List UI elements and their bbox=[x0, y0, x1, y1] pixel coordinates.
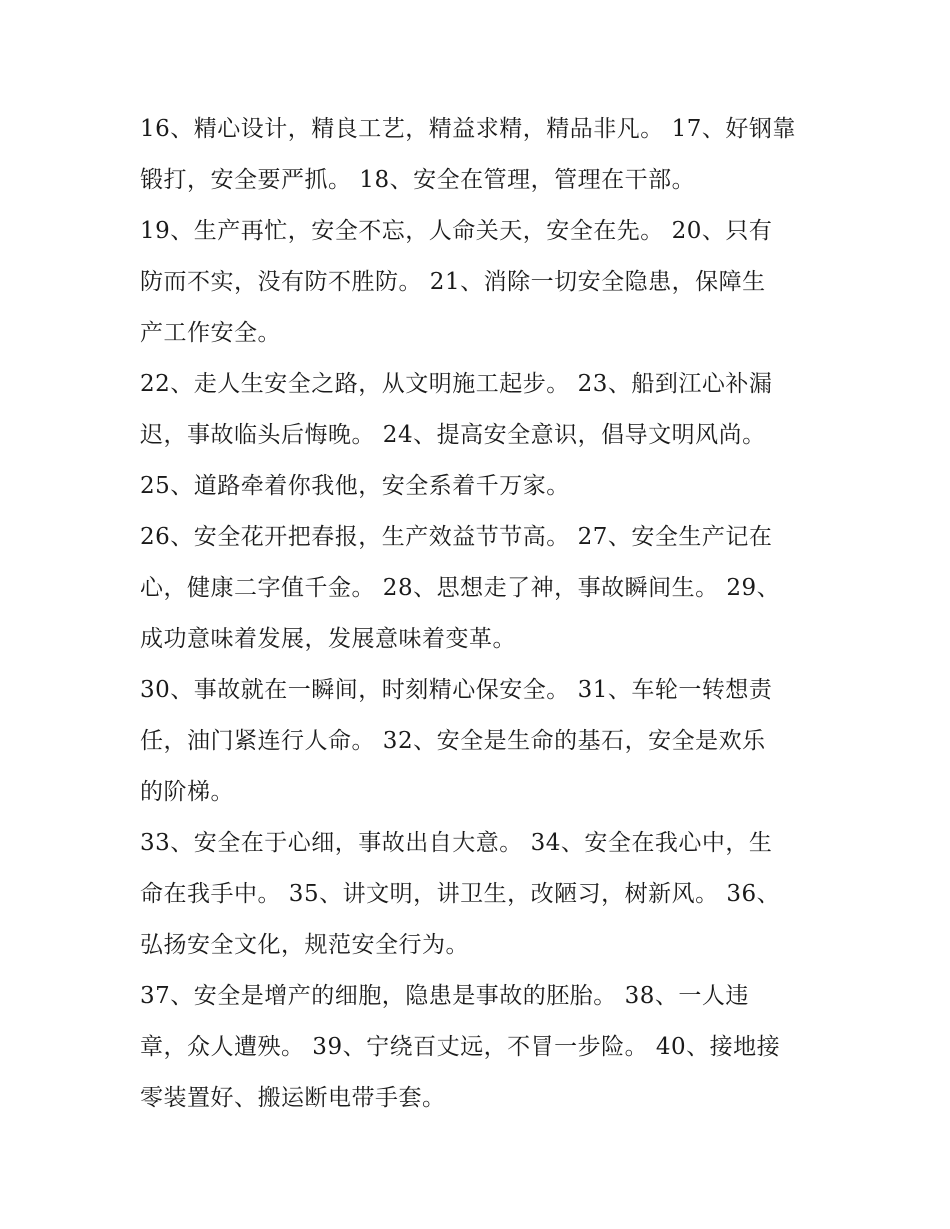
text-line: 迟，事故临头后悔晚。 24、提高安全意识，倡导文明风尚。 bbox=[140, 422, 766, 448]
text-line: 30、事故就在一瞬间，时刻精心保安全。 31、车轮一转想责 bbox=[140, 677, 773, 703]
text-line: 19、生产再忙，安全不忘，人命关天，安全在先。 20、只有 bbox=[140, 218, 773, 244]
text-line: 心，健康二字值千金。 28、思想走了神，事故瞬间生。 29、 bbox=[140, 575, 781, 601]
text-line: 任，油门紧连行人命。 32、安全是生命的基石，安全是欢乐 bbox=[140, 728, 766, 754]
text-line: 产工作安全。 bbox=[140, 320, 281, 346]
text-line: 37、安全是增产的细胞，隐患是事故的胚胎。 38、一人违 bbox=[140, 983, 749, 1009]
text-line: 零装置好、搬运断电带手套。 bbox=[140, 1085, 446, 1111]
text-line: 22、走人生安全之路，从文明施工起步。 23、船到江心补漏 bbox=[140, 371, 773, 397]
text-line: 成功意味着发展，发展意味着变革。 bbox=[140, 626, 516, 652]
text-line: 锻打，安全要严抓。 18、安全在管理，管理在干部。 bbox=[140, 167, 696, 193]
text-line: 章，众人遭殃。 39、宁绕百丈远，不冒一步险。 40、接地接 bbox=[140, 1034, 781, 1060]
slogan-text-block bbox=[140, 104, 820, 1124]
text-line: 33、安全在于心细，事故出自大意。 34、安全在我心中，生 bbox=[140, 830, 773, 856]
text-line: 命在我手中。 35、讲文明，讲卫生，改陋习，树新风。 36、 bbox=[140, 881, 781, 907]
text-line: 16、精心设计，精良工艺，精益求精，精品非凡。 17、好钢靠 bbox=[140, 116, 796, 142]
text-line: 的阶梯。 bbox=[140, 779, 234, 805]
text-line: 25、道路牵着你我他，安全系着千万家。 bbox=[140, 473, 570, 499]
text-line: 防而不实，没有防不胜防。 21、消除一切安全隐患，保障生 bbox=[140, 269, 766, 295]
text-line: 弘扬安全文化，规范安全行为。 bbox=[140, 932, 469, 958]
text-line: 26、安全花开把春报，生产效益节节高。 27、安全生产记在 bbox=[140, 524, 773, 550]
